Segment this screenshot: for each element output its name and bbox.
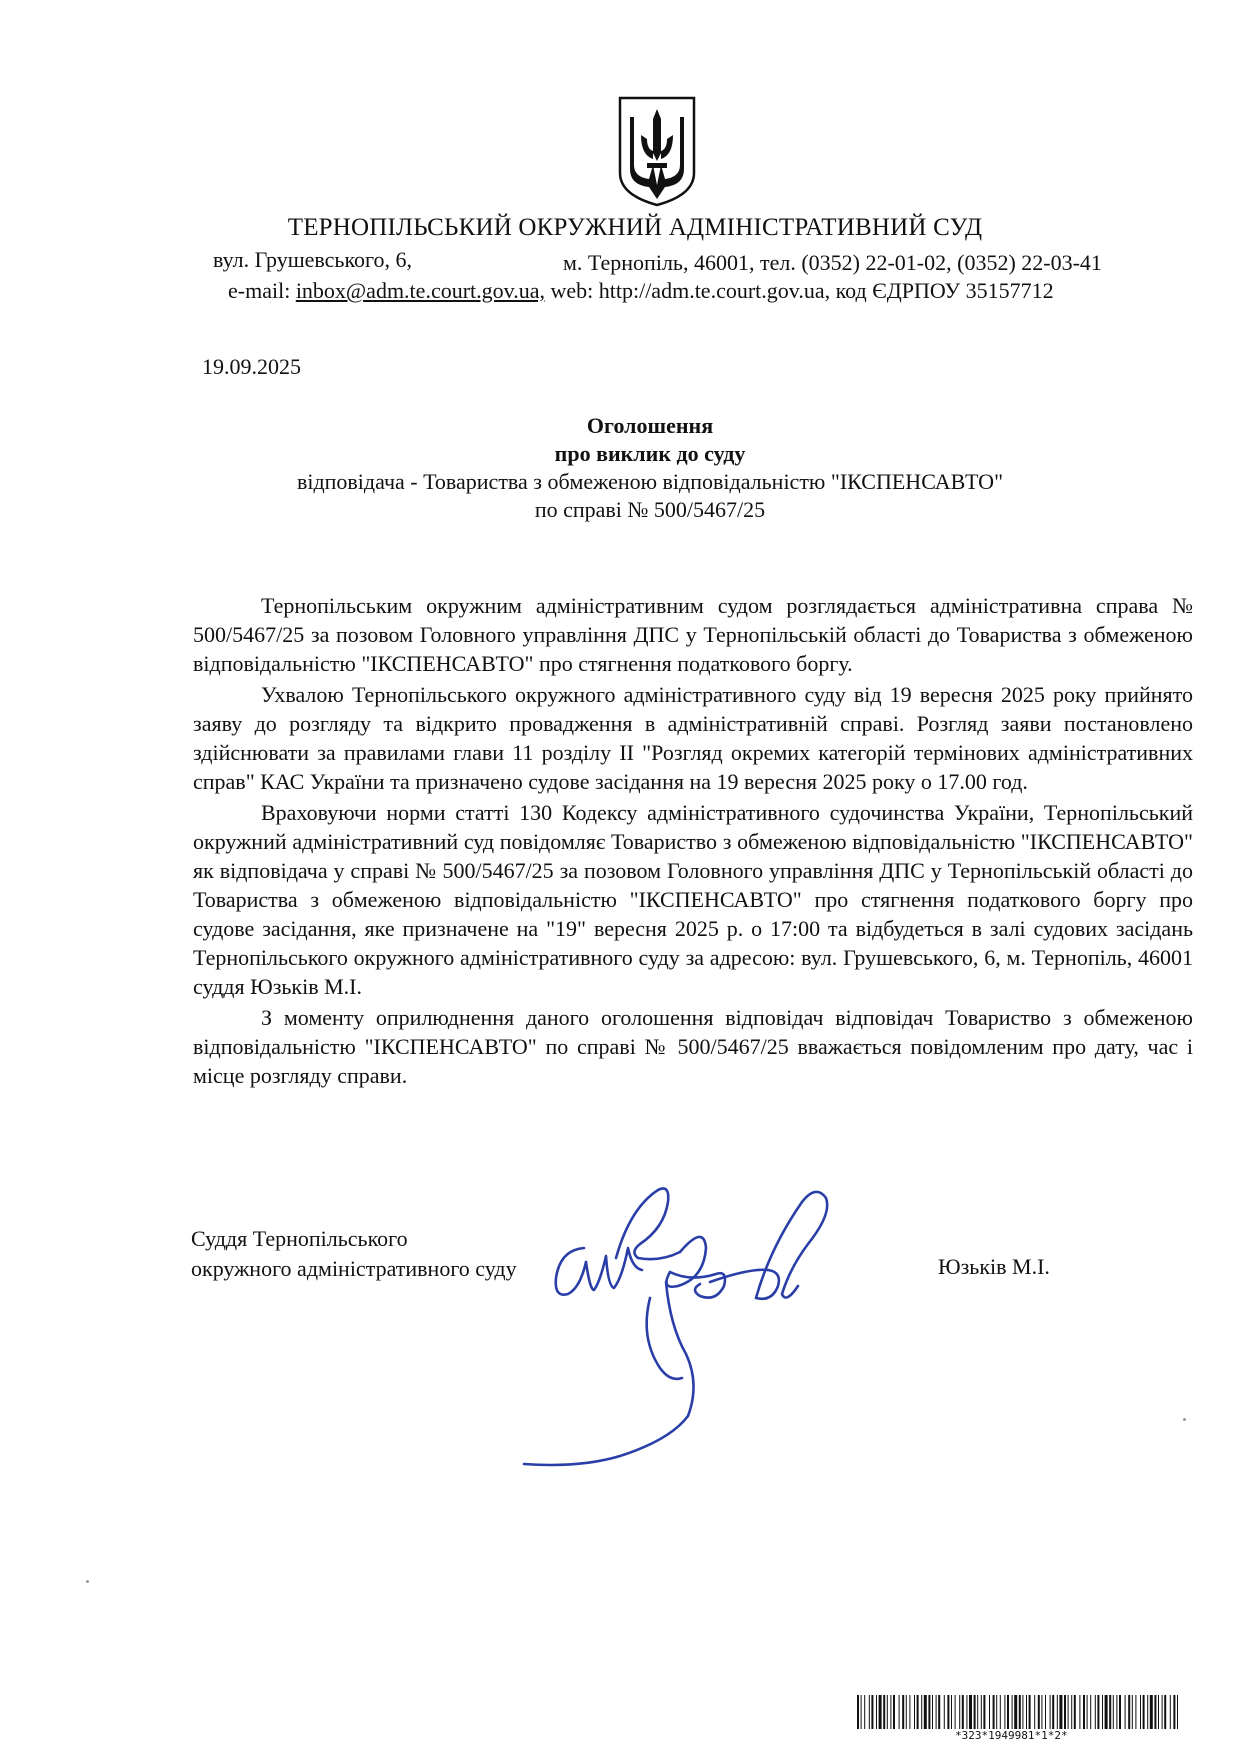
court-contacts bbox=[228, 278, 1054, 304]
court-name: ТЕРНОПІЛЬСЬКИЙ ОКРУЖНИЙ АДМІНІСТРАТИВНИЙ СУД bbox=[287, 214, 983, 241]
email-label: e-mail: bbox=[228, 278, 296, 303]
barcode-text: *323*1949981*1*2* bbox=[955, 1729, 1068, 1742]
body-paragraph-2: Ухвалою Тернопільського окружного адміністративного суду від 19 вересня 2025 року прийнято заяву до розгляду та відкрито провадження в адміністративній справі. Розгляд заяви постановлено здійснювати за правилами глави 11 розділу ІІ "Розгляд окремих категорій термінових адміністративних справ" КАС України та призначено судове засідання на 19 вересня 2025 року о 17.00 год. bbox=[193, 682, 1193, 794]
document-title bbox=[0, 412, 1240, 524]
court-street: вул. Грушевського, 6, bbox=[213, 247, 412, 272]
document-date: 19.09.2025 bbox=[202, 354, 301, 379]
judge-position-line-2: окружного адміністративного суду bbox=[191, 1256, 517, 1281]
coat-of-arms-icon bbox=[617, 95, 697, 207]
document-body bbox=[193, 591, 1193, 1092]
web-and-code: web: http://adm.te.court.gov.ua, код ЄДРПОУ 35157712 bbox=[544, 278, 1054, 303]
body-paragraph-1: Тернопільським окружним адміністративним судом розглядається адміністративна справа № 500/5467/25 за позовом Головного управління ДПС у Тернопільській області до Товариства з обмеженою відповідальністю "ІКСПЕНСАВТО" про стягнення податкового боргу. bbox=[193, 593, 1193, 676]
scan-speck bbox=[86, 1580, 89, 1583]
barcode bbox=[857, 1695, 1183, 1729]
title-line-1: Оголошення bbox=[586, 413, 714, 438]
body-paragraph-4: З моменту оприлюднення даного оголошення відповідач відповідач Товариство з обмеженою відповідальністю "ІКСПЕНСАВТО" по справі № 500/5467/25 вважається повідомленим про дату, час і місце розгляду справи. bbox=[193, 1005, 1193, 1088]
handwritten-signature bbox=[520, 1178, 900, 1468]
title-line-3: відповідача - Товариства з обмеженою відповідальністю "ІКСПЕНСАВТО" bbox=[296, 469, 1004, 494]
judge-name: Юзьків М.І. bbox=[938, 1254, 1050, 1279]
judge-position bbox=[191, 1224, 517, 1284]
judge-position-line-1: Суддя Тернопільського bbox=[191, 1226, 408, 1251]
body-paragraph-3: Враховуючи норми статті 130 Кодексу адміністративного судочинства України, Тернопільський окружний адміністративний суд повідомляє Товариство з обмеженою відповідальністю "ІКСПЕНСАВТО" як відповідача у справі № 500/5467/25 за позовом Головного управління ДПС у Тернопільській області до Товариства з обмеженою відповідальністю "ІКСПЕНСАВТО" про стягнення податкового боргу про судове засідання, яке призначене на "19" вересня 2025 р. о 17:00 та відбудеться в залі судових засідань Тернопільського окружного адміністративного суду за адресою: вул. Грушевського, 6, м. Тернопіль, 46001 суддя Юзьків М.І. bbox=[193, 800, 1193, 999]
scan-speck bbox=[1183, 1418, 1186, 1421]
email-link[interactable]: inbox@adm.te.court.gov.ua, bbox=[295, 278, 545, 303]
title-line-2: про виклик до суду bbox=[554, 441, 746, 466]
title-line-4: по справі № 500/5467/25 bbox=[534, 497, 766, 522]
court-city-contacts: м. Тернопіль, 46001, тел. (0352) 22-01-02, (0352) 22-03-41 bbox=[563, 250, 1102, 275]
